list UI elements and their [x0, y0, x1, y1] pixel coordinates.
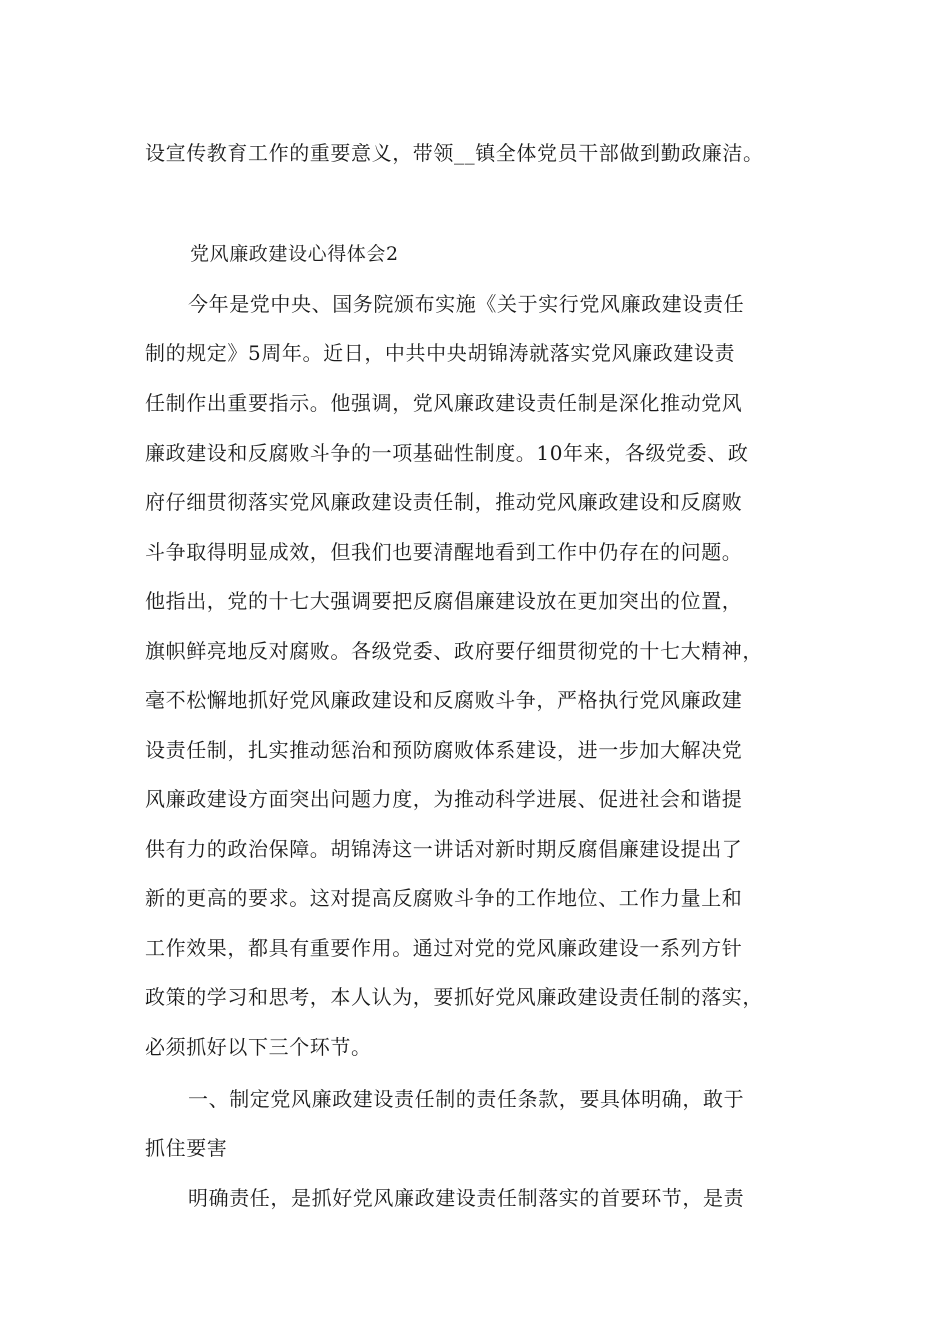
- paragraph-line: 任制作出重要指示。他强调，党风廉政建设责任制是深化推动党风: [145, 391, 743, 415]
- paragraph-line: 新的更高的要求。这对提高反腐败斗争的工作地位、工作力量上和: [145, 886, 743, 910]
- section-heading: 党风廉政建设心得体会2: [190, 243, 399, 265]
- paragraph-line: 府仔细贯彻落实党风廉政建设责任制，推动党风廉政建设和反腐败: [145, 490, 743, 514]
- point-heading-line: 抓住要害: [145, 1136, 228, 1160]
- point-heading-line: 一、制定党风廉政建设责任制的责任条款，要具体明确，敢于: [188, 1087, 745, 1111]
- paragraph-line: 设责任制，扎实推动惩治和预防腐败体系建设，进一步加大解决党: [145, 738, 743, 762]
- paragraph-line: 今年是党中央、国务院颁布实施《关于实行党风廉政建设责任: [188, 292, 745, 316]
- paragraph-line: 明确责任，是抓好党风廉政建设责任制落实的首要环节，是责: [188, 1186, 745, 1210]
- paragraph-line: 设宣传教育工作的重要意义，带领__镇全体党员干部做到勤政廉洁。: [145, 141, 764, 165]
- paragraph-line: 斗争取得明显成效，但我们也要清醒地看到工作中仍存在的问题。: [145, 540, 743, 564]
- paragraph-line: 他指出，党的十七大强调要把反腐倡廉建设放在更加突出的位置，: [145, 589, 743, 613]
- paragraph-line: 毫不松懈地抓好党风廉政建设和反腐败斗争，严格执行党风廉政建: [145, 688, 743, 712]
- paragraph-line: 供有力的政治保障。胡锦涛这一讲话对新时期反腐倡廉建设提出了: [145, 837, 743, 861]
- paragraph-line: 制的规定》5周年。近日，中共中央胡锦涛就落实党风廉政建设责: [145, 341, 736, 365]
- paragraph-line: 必须抓好以下三个环节。: [145, 1035, 372, 1059]
- paragraph-line: 旗帜鲜亮地反对腐败。各级党委、政府要仔细贯彻党的十七大精神，: [145, 639, 763, 663]
- paragraph-line: 廉政建设和反腐败斗争的一项基础性制度。10年来，各级党委、政: [145, 441, 749, 465]
- paragraph-line: 工作效果，都具有重要作用。通过对党的党风廉政建设一系列方针: [145, 936, 743, 960]
- paragraph-line: 风廉政建设方面突出问题力度，为推动科学进展、促进社会和谐提: [145, 787, 743, 811]
- paragraph-line: 政策的学习和思考，本人认为，要抓好党风廉政建设责任制的落实，: [145, 985, 763, 1009]
